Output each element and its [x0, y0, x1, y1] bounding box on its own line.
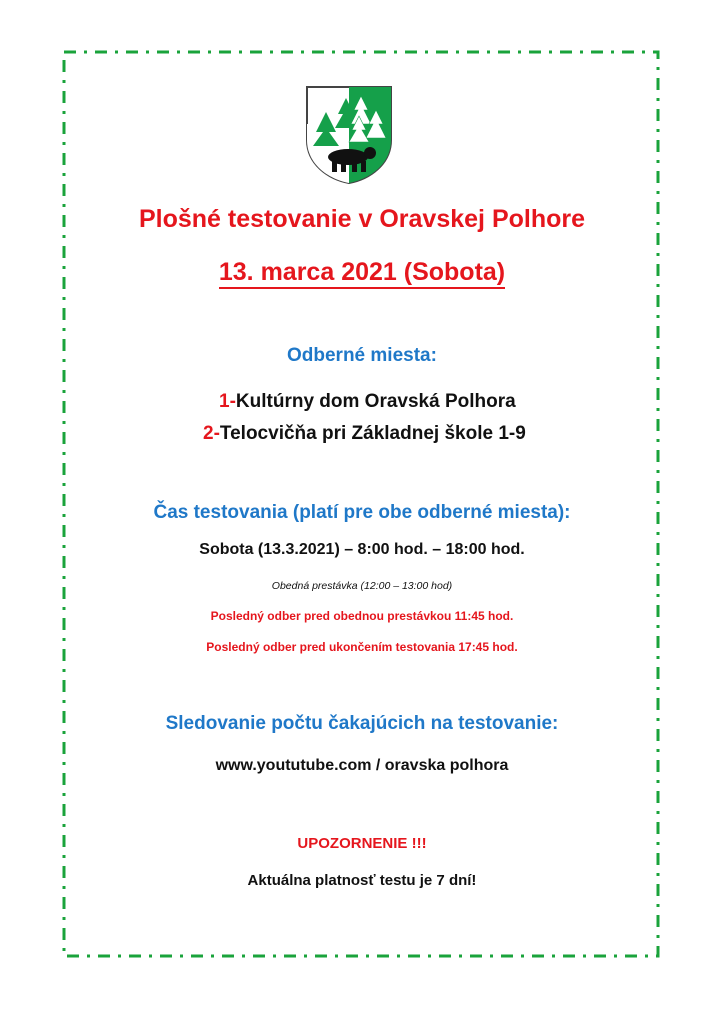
sites-heading: Odberné miesta: [287, 345, 437, 366]
site-item-2 [203, 423, 526, 445]
testing-time-heading: Čas testovania (platí pre obe odberné miesta): [153, 502, 571, 523]
site-number: 2- [203, 423, 220, 444]
page-title: Plošné testovanie v Oravskej Polhore [138, 205, 586, 233]
last-sample-before-break: Posledný odber pred obednou prestávkou 11:45 hod. [210, 609, 514, 623]
site-name: Telocvičňa pri Základnej škole 1-9 [219, 423, 526, 444]
site-name: Kultúrny dom Oravská Polhora [235, 391, 516, 412]
warning-heading: UPOZORNENIE !!! [297, 835, 427, 852]
test-validity-note: Aktuálna platnosť testu je 7 dní! [247, 872, 477, 889]
site-number: 1- [219, 391, 236, 412]
coat-of-arms-icon [304, 84, 394, 186]
queue-heading: Sledovanie počtu čakajúcich na testovanie: [165, 713, 559, 734]
test-date [0, 258, 724, 287]
lunch-break-note: Obedná prestávka (12:00 – 13:00 hod) [271, 580, 453, 592]
site-item-1 [219, 391, 516, 413]
test-date-text: 13. marca 2021 (Sobota) [219, 258, 505, 289]
last-sample-before-end: Posledný odber pred ukončením testovania 17:45 hod. [206, 640, 518, 654]
testing-schedule: Sobota (13.3.2021) – 8:00 hod. – 18:00 hod. [199, 541, 525, 558]
queue-link: www.yoututube.com / oravska polhora [215, 757, 509, 774]
